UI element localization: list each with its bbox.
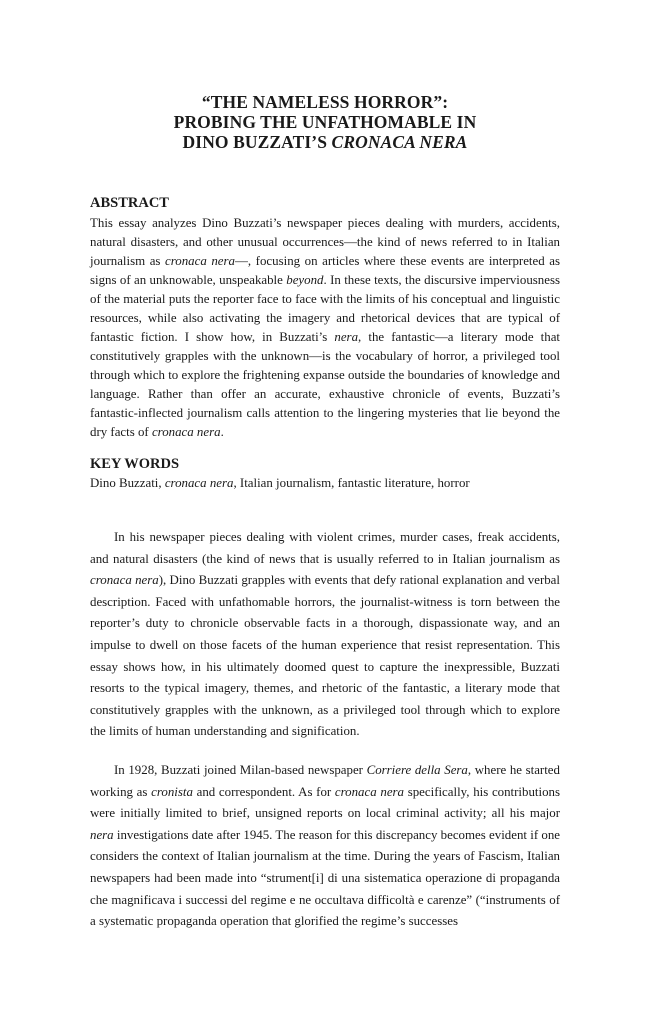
paragraph-segment: and correspondent. As for	[192, 784, 335, 799]
paragraph-emphasis: nera	[90, 827, 114, 842]
body-paragraph-2	[90, 760, 560, 933]
abstract-segment: —, focusing on articles where these events are interpreted as signs of an unknowable, unspeakable	[90, 254, 560, 287]
paragraph-segment: , where he started working as	[90, 762, 560, 799]
title-line-3-prefix: DINO BUZZATI’S	[182, 132, 332, 152]
keywords-segment: Dino Buzzati,	[90, 476, 165, 490]
abstract-text	[90, 214, 560, 442]
body-paragraph-1	[90, 527, 560, 743]
abstract-emphasis: beyond	[286, 273, 324, 287]
abstract-emphasis: cronaca nera	[165, 254, 235, 268]
paragraph-segment: In 1928, Buzzati joined Milan-based newspaper	[114, 762, 367, 777]
article-title	[90, 92, 560, 152]
title-line-2: PROBING THE UNFATHOMABLE IN	[173, 112, 477, 132]
keywords-emphasis: cronaca nera	[164, 476, 234, 490]
keywords-heading: KEY WORDS	[90, 456, 180, 472]
abstract-emphasis: cronaca nera	[151, 425, 221, 439]
paragraph-segment: In his newspaper pieces dealing with violent crimes, murder cases, freak accidents, and natural disasters (the kind of news that is usually referred to in Italian journalism as	[90, 530, 560, 566]
paragraph-segment: ), Dino Buzzati grapples with events that defy rational explanation and verbal description. Faced with unfathomable horrors, the journalist-witness is torn between the reporter’s duty to chronicle observable facts in a thorough, dispassionate way, and an impulse to dwell on those facets of the human experience that resist representation. This essay shows how, in his ultimately doomed quest to capture the inexpressible, Buzzati resorts to the typical imagery, themes, and rhetoric of the fantastic, a literary mode that constitutively grapples with the unknown, as a privileged tool through which to explore the limits of human understanding and signification.	[90, 573, 560, 739]
title-line-3	[90, 132, 560, 152]
paragraph-emphasis: cronista	[151, 784, 193, 799]
title-line-3-italic: CRONACA NERA	[331, 132, 468, 152]
title-line-1: “THE NAMELESS HORROR”:	[201, 92, 449, 112]
paragraph-emphasis: cronaca nera	[90, 573, 159, 588]
page	[0, 92, 650, 1020]
abstract-segment: . In these texts, the discursive imperviousness of the material puts the reporter face to face with the limits of his conceptual and linguistic resources, while also activating the imagery and rhetorical devices that are typical of fantastic fiction. I show how, in Buzzati’s	[90, 273, 560, 344]
abstract-segment: , the fantastic—a literary mode that constitutively grapples with the unknown—is the vocabulary of horror, a privileged tool through which to explore the frightening expanse outside the boundaries of knowledge and language. Rather than offer an accurate, exhaustive chronicle of events, Buzzati’s fantastic-inflected journalism calls attention to the lingering mysteries that lie beyond the dry facts of	[90, 330, 561, 439]
abstract-segment: This essay analyzes Dino Buzzati’s newspaper pieces dealing with murders, accidents, natural disasters, and other unusual occurrences—the kind of news referred to in Italian journalism as	[90, 216, 560, 268]
keywords-segment: , Italian journalism, fantastic literature, horror	[233, 476, 470, 490]
paragraph-emphasis: cronaca nera	[334, 784, 404, 799]
abstract-emphasis: nera	[334, 330, 359, 344]
paragraph-segment: specifically, his contributions were initially limited to brief, unsigned reports on local criminal activity; all his major	[90, 784, 560, 821]
paragraph-segment: investigations date after 1945. The reason for this discrepancy becomes evident if one considers the context of Italian journalism at the time. During the years of Fascism, Italian newspapers had been made into “strument[i] di una sistematica operazione di propaganda che magnificava i successi del regime e ne occultava difficoltà e carenze” (“instruments of a systematic propaganda operation that glorified the regime’s successes	[90, 827, 560, 929]
abstract-segment: .	[220, 425, 224, 439]
paragraph-emphasis: Corriere della Sera	[366, 762, 468, 777]
abstract-heading: ABSTRACT	[90, 195, 169, 211]
keywords-text	[90, 474, 560, 493]
